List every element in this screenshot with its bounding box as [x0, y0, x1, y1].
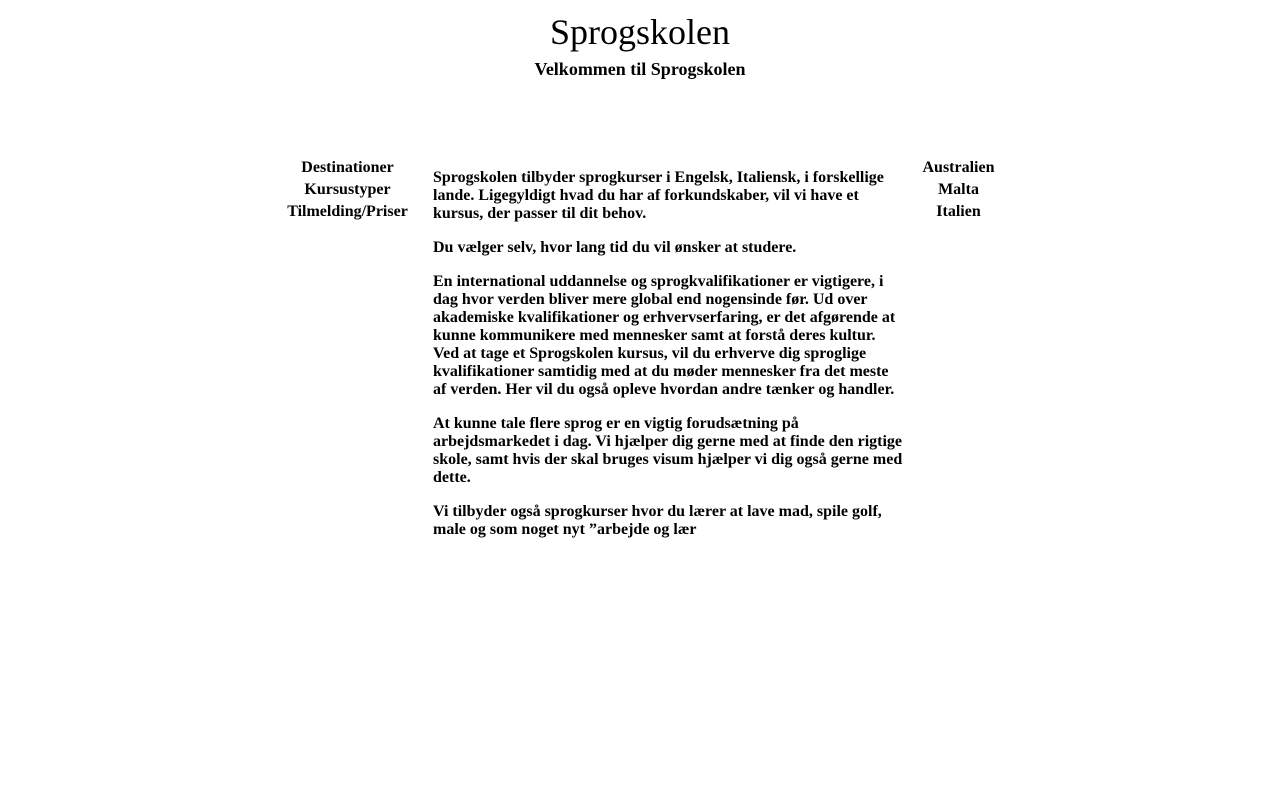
duration-paragraph: Du vælger selv, hvor lang tid du vil ønsker at studere. [433, 239, 797, 256]
nav-link-malta[interactable]: Malta [938, 181, 979, 198]
international-paragraph: En international uddannelse og sprogkvalifikationer er vigtigere, i dag hvor verden bliver mere global end nogensinde før. Ud over akademiske kvalifikationer og erhvervserfaring, er det afgørende at kunne kommunikere med mennesker samt at forstå deres kultur. Ved at tage et Sprogskolen kursus, vil du erhverve dig sproglige kvalifikationer samtidig med at du møder mennesker fra det meste af verden. Her vil du også opleve hvordan andre tænker og handler. [433, 273, 896, 398]
nav-link-destinationer[interactable]: Destinationer [301, 159, 394, 176]
right-nav [903, 157, 1014, 223]
main-content [433, 169, 905, 555]
nav-link-tilmelding-priser[interactable]: Tilmelding/Priser [287, 203, 408, 220]
site-title: Sprogskolen [550, 12, 730, 52]
site-subtitle: Velkommen til Sprogskolen [534, 59, 746, 79]
languages-paragraph: At kunne tale flere sprog er en vigtig forudsætning på arbejdsmarkedet i dag. Vi hjælper dig gerne med at finde den rigtige skole, samt hvis der skal bruges visum hjælper vi dig også gerne med dette. [433, 415, 903, 486]
nav-link-italien[interactable]: Italien [936, 203, 981, 220]
intro-paragraph: Sprogskolen tilbyder sprogkurser i Engelsk, Italiensk, i forskellige lande. Ligegyldigt hvad du har af forkundskaber, vil vi have et kursus, der passer til dit behov. [433, 169, 884, 222]
nav-link-australien[interactable]: Australien [922, 159, 995, 176]
left-nav [270, 157, 425, 223]
nav-link-kursustyper[interactable]: Kursustyper [304, 181, 391, 198]
special-courses-paragraph: Vi tilbyder også sprogkurser hvor du lærer at lave mad, spile golf, male og som noget nyt ”arbejde og lær [433, 503, 882, 538]
